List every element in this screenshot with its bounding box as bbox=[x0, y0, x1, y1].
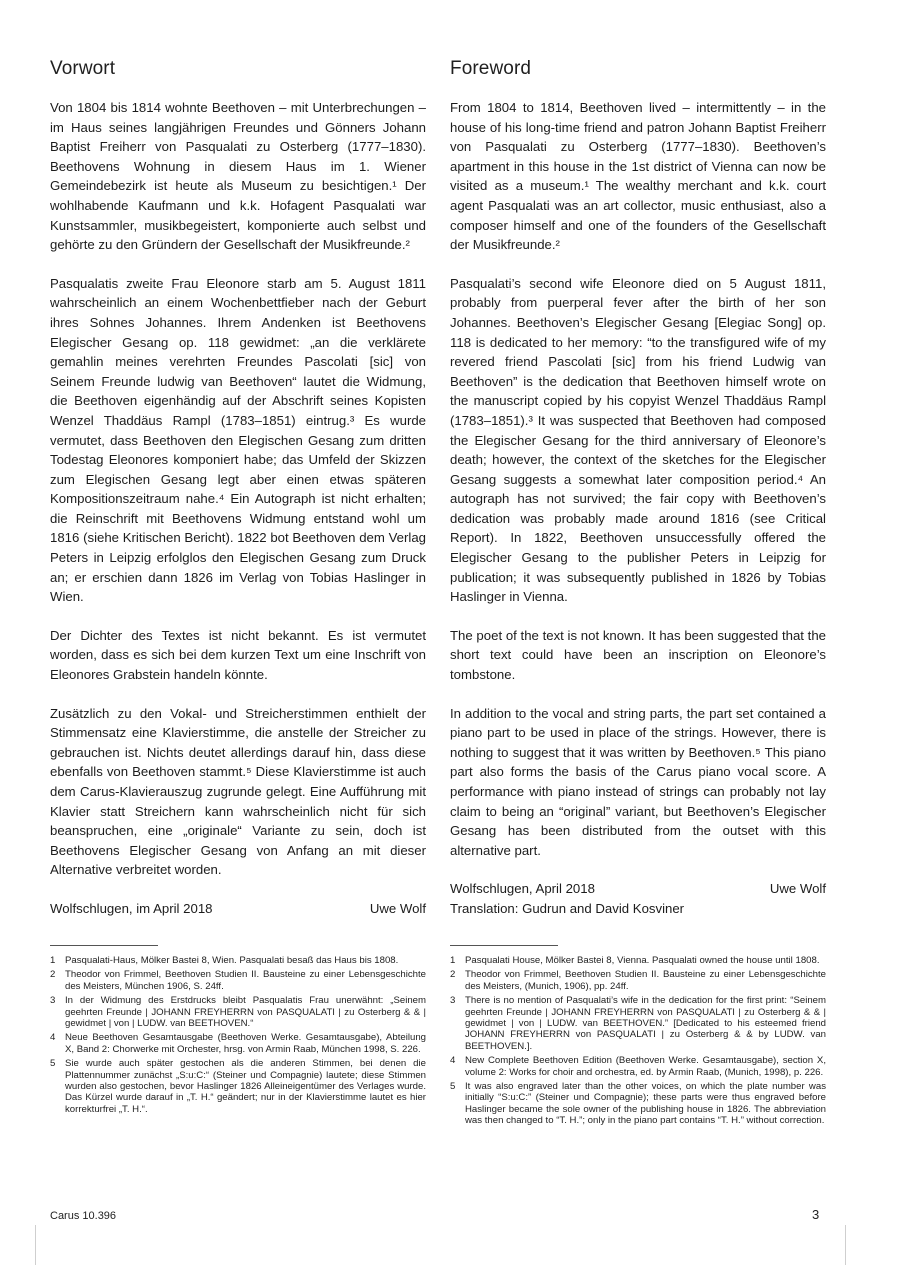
footnote: 4 New Complete Beethoven Edition (Beethoven Werke. Gesamtausgabe), section X, volume 2: Works for choir and orchestra, ed. by Armin Raab, (Munich, 1998), p. 226. bbox=[450, 1055, 826, 1078]
page-frame-right bbox=[845, 1225, 846, 1265]
english-paragraph-3: The poet of the text is not known. It has been suggested that the short text could have been an inscription on Eleonore’s tombstone. bbox=[450, 627, 826, 683]
footnote: 2 Theodor von Frimmel, Beethoven Studien II. Bausteine zu einer Lebensgeschichte des Meisters, (Munich, 1906), pp. 24ff. bbox=[450, 969, 826, 992]
footnote: 5 Sie wurde auch später gestochen als die anderen Stimmen, bei denen die Plattennummer zunächst „S:u:C:“ (Steiner und Compagnie) lautete; diese Stimmen wurden also gestochen, bevor Haslinger 1826 Alleineigentümer des Verlages wurde. Das Kürzel wurde darauf in „T. H.“ geändert; nur in der Klavierstimme lautet es hier korrekturfrei „T. H.“. bbox=[50, 1058, 426, 1115]
footnote: 4 Neue Beethoven Gesamtausgabe (Beethoven Werke. Gesamtausgabe), Abteilung X, Band 2: Chorwerke mit Orchester, hrsg. von Armin Raab, München 1998, S. 226. bbox=[50, 1032, 426, 1055]
english-column bbox=[450, 58, 826, 919]
catalog-number: Carus 10.396 bbox=[50, 1210, 117, 1222]
german-footnotes bbox=[50, 945, 426, 1118]
english-place-date: Wolfschlugen, April 2018 bbox=[450, 881, 595, 897]
german-column bbox=[50, 58, 426, 919]
page-number: 3 bbox=[812, 1207, 820, 1222]
english-paragraph-1: From 1804 to 1814, Beethoven lived – intermittently – in the house of his long-time friend and patron Johann Baptist Freiherr von Pasqualati zu Osterberg (1777–1830). Beethoven’s apartment in this house in the 1st district of Vienna can now be visited as a museum.¹ The wealthy merchant and k.k. court agent Pasqualati was an art collector, music enthusiast, also a composer himself and one of the founders of the Gesellschaft der Musikfreunde.² bbox=[450, 100, 826, 253]
footnote: 1 Pasqualati-Haus, Mölker Bastei 8, Wien. Pasqualati besaß das Haus bis 1808. bbox=[50, 955, 399, 966]
footnote: 3 In der Widmung des Erstdrucks bleibt Pasqualatis Frau unerwähnt: „Seinem geehrten Freunde | JOHANN FREYHERRN von PASQUALATI | zu Osterberg & & | gewidmet | von | LUDW. van BEETHOVEN.“ bbox=[50, 995, 426, 1030]
english-paragraph-4: In addition to the vocal and string parts, the part set contained a piano part to be used in place of the strings. However, there is nothing to suggest that it was written by Beethoven.⁵ This piano part also forms the basis of the Carus piano vocal score. A performance with piano instead of strings can probably not lay claim to being an “original” variant, but Beethoven’s Elegischer Gesang has been distributed from the outset with this alternative part. bbox=[450, 705, 826, 858]
german-heading: Vorwort bbox=[50, 58, 116, 79]
page-frame-left bbox=[35, 1225, 36, 1265]
english-author: Uwe Wolf bbox=[769, 881, 826, 897]
german-paragraph-3: Der Dichter des Textes ist nicht bekannt. Es ist vermutet worden, dass es sich bei dem kurzen Text um eine Inschrift von Eleonores Grabstein handeln könnte. bbox=[50, 627, 426, 683]
english-paragraph-2: Pasqualati’s second wife Eleonore died on 5 August 1811, probably from puerperal fever after the birth of her son Johannes. Beethoven’s Elegischer Gesang [Elegiac Song] op. 118 is dedicated to her memory: “to the transfigured wife of my revered friend Pascolati [sic] from his friend Ludwig van Beethoven” is the dedication that Beethoven himself wrote on the manuscript copied by his copyist Wenzel Thaddäus Rampl (1783–1851).³ It was suspected that Beethoven had composed the Elegischer Gesang for the third anniversary of Eleonore’s death; however, the context of the sketches for the Elegischer Gesang suggests a somewhat later composition period.⁴ An autograph has not survived; the fair copy with Beethoven’s dedication was probably made around 1816 (see Critical Report). In 1822, Beethoven unsuccessfully offered the Elegischer Gesang to the publisher Peters in Leipzig for publication; it was subsequently published in 1826 by Tobias Haslinger in Vienna. bbox=[450, 275, 826, 605]
footnote: 1 Pasqualati House, Mölker Bastei 8, Vienna. Pasqualati owned the house until 1808. bbox=[450, 955, 820, 966]
footnote: 3 There is no mention of Pasqualati’s wife in the dedication for the first print: “Seinem geehrten Freunde | JOHANN FREYHERRN von PASQUALATI | zu Osterberg & & | gewidmet | von | LUDW. van BEETHOVEN.” [Dedicated to his esteemed friend JOHANN FREYHERRN von PASQUALATI | zu Osterberg & & by LUDW. van BEETHOVEN.]. bbox=[450, 995, 826, 1052]
german-paragraph-1: Von 1804 bis 1814 wohnte Beethoven – mit Unterbrechungen – im Haus seines langjährigen Freundes und Gönners Johann Baptist Freiherr von Pasqualati zu Osterberg (1777–1830). Beethovens Wohnung in diesem Haus im 1. Wiener Gemeindebezirk ist heute als Museum zu besichtigen.¹ Der wohlhabende Kaufmann und k.k. Hofagent Pasqualati war Kunstsammler, musikbegeistert, komponierte auch selbst und gehörte zu den Gründern der Gesellschaft der Musikfreunde.² bbox=[50, 100, 426, 253]
german-paragraph-4: Zusätzlich zu den Vokal- und Streicherstimmen enthielt der Stimmensatz eine Klavierstimme, die anstelle der Streicher zu gebrauchen ist. Nichts deutet allerdings darauf hin, dass diese ebenfalls von Beethoven stammt.⁵ Diese Klavierstimme ist auch dem Carus-Klavierauszug zugrunde gelegt. Eine Aufführung mit Klavier statt Streichern kann wahrscheinlich nicht für sich beanspruchen, eine „originale“ Variante zu sein, doch ist Beethovens Elegischer Gesang von Anfang an mit dieser Alternative verbreitet worden. bbox=[50, 705, 426, 878]
german-paragraph-2: Pasqualatis zweite Frau Eleonore starb am 5. August 1811 wahrscheinlich an einem Wochenbettfieber nach der Geburt ihres Sohnes Johannes. Ihrem Andenken ist Beethovens Elegischer Gesang op. 118 gewidmet: „an die verklärete gemahlin meines verehrten Freundes Pascolati [sic] von Seinem Freunde ludwig van Beethoven“ lautet die Widmung, die Beethoven eigenhändig auf der Abschrift seines Kopisten Wenzel Thaddäus Rampl (1783–1851) eintrug.³ Es wurde vermutet, dass Beethoven den Elegischen Gesang zum dritten Todestag Eleonores komponiert habe; das Umfeld der Skizzen zum Elegischen Gesang legt aber einen etwas späteren Kompositionszeitraum nahe.⁴ Ein Autograph ist nicht erhalten; die Reinschrift mit Beethovens Widmung entstand wohl um 1816 (siehe Kritischen Bericht). 1822 bot Beethoven dem Verlag Peters in Leipzig erfolglos den Elegischen Gesang zum Druck an; er erschien dann 1826 im Verlag von Tobias Haslinger in Wien. bbox=[50, 275, 426, 605]
german-signature bbox=[50, 899, 426, 919]
german-author: Uwe Wolf bbox=[369, 900, 426, 916]
footnote: 2 Theodor von Frimmel, Beethoven Studien II. Bausteine zu einer Lebensgeschichte des Meisters, München 1906, S. 24ff. bbox=[50, 969, 426, 992]
english-footnotes bbox=[450, 945, 826, 1130]
english-heading: Foreword bbox=[450, 58, 532, 79]
footnote: 5 It was also engraved later than the other voices, on which the plate number was initially “S:u:C:” (Steiner und Compagnie); these parts were thus engraved before Haslinger became the sole owner of the publishing house in 1826. The abbreviation was then changed to “T. H.”; only in the piano part contains “T. H.” without correction. bbox=[450, 1081, 826, 1127]
german-place-date: Wolfschlugen, im April 2018 bbox=[50, 900, 213, 916]
english-translation-credit: Translation: Gudrun and David Kosviner bbox=[450, 900, 685, 916]
footnote-divider bbox=[50, 945, 158, 946]
footnote-divider bbox=[450, 945, 558, 946]
english-signature bbox=[450, 879, 826, 899]
